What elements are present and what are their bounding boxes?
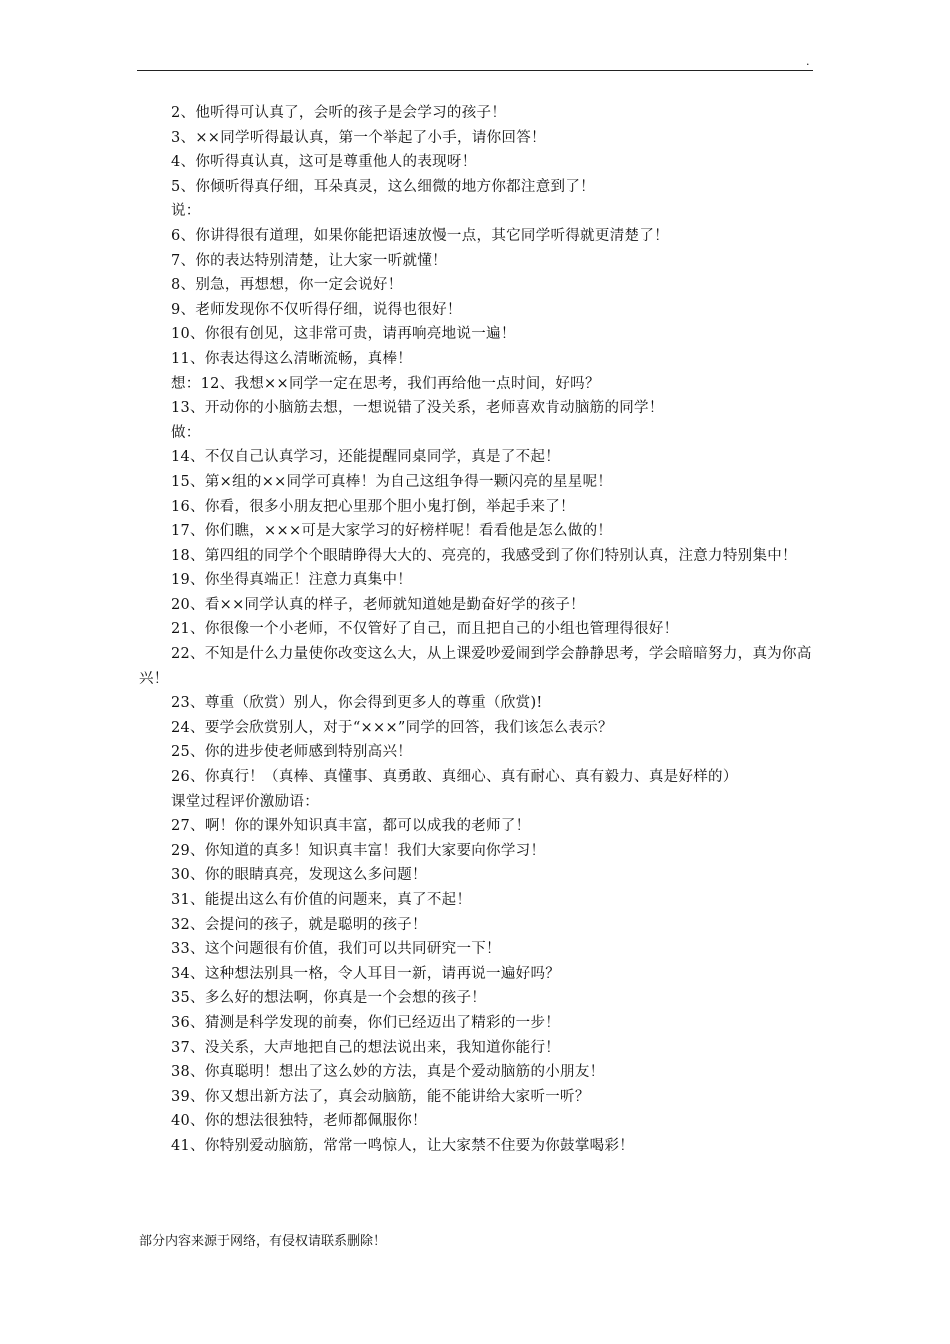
paragraph: 23、尊重（欣赏）别人，你会得到更多人的尊重（欣赏)! (171, 695, 543, 712)
paragraph: 课堂过程评价激励语： (171, 793, 319, 810)
paragraph: 做： (171, 424, 201, 441)
paragraph: 20、看××同学认真的样子，老师就知道她是勤奋好学的孩子！ (171, 596, 585, 613)
paragraph: 4、你听得真认真，这可是尊重他人的表现呀！ (171, 154, 477, 171)
paragraph: 27、啊！你的课外知识真丰富，都可以成我的老师了！ (171, 818, 531, 835)
paragraph: 3、××同学听得最认真，第一个举起了小手，请你回答！ (171, 129, 546, 146)
paragraph: 16、你看，很多小朋友把心里那个胆小鬼打倒，举起手来了！ (171, 498, 575, 515)
paragraph: 38、你真聪明！想出了这么妙的方法，真是个爱动脑筋的小朋友！ (171, 1064, 605, 1081)
header-mark: . (806, 55, 810, 68)
paragraph: 25、你的进步使老师感到特别高兴！ (171, 744, 413, 761)
document-body (139, 101, 815, 1159)
paragraph: 6、你讲得很有道理，如果你能把语速放慢一点，其它同学听得就更清楚了！ (171, 227, 669, 244)
paragraph: 34、这种想法别具一格，令人耳目一新，请再说一遍好吗？ (171, 965, 561, 982)
paragraph: 35、多么好的想法啊，你真是一个会想的孩子！ (171, 990, 487, 1007)
footer-note: 部分内容来源于网络，有侵权请联系删除！ (139, 1234, 387, 1249)
paragraph: 想：12、我想××同学一定在思考，我们再给他一点时间，好吗？ (171, 375, 600, 392)
paragraph: 11、你表达得这么清晰流畅，真棒！ (171, 350, 413, 367)
paragraph: 36、猜测是科学发现的前奏，你们已经迈出了精彩的一步！ (171, 1014, 561, 1031)
paragraph: 2、他听得可认真了，会听的孩子是会学习的孩子！ (171, 105, 507, 121)
paragraph: 32、会提问的孩子，就是聪明的孩子！ (171, 916, 427, 933)
paragraph: 40、你的想法很独特，老师都佩服你！ (171, 1113, 427, 1130)
paragraph: 39、你又想出新方法了，真会动脑筋，能不能讲给大家听一听？ (171, 1088, 590, 1105)
paragraph: 37、没关系，大声地把自己的想法说出来，我知道你能行！ (171, 1039, 561, 1056)
paragraph: 14、不仅自己认真学习，还能提醒同桌同学，真是了不起！ (171, 449, 561, 466)
paragraph: 9、老师发现你不仅听得仔细，说得也很好！ (171, 301, 462, 318)
paragraph: 10、你很有创见，这非常可贵，请再响亮地说一遍！ (171, 326, 516, 343)
paragraph: 21、你很像一个小老师，不仅管好了自己，而且把自己的小组也管理得很好！ (171, 621, 679, 638)
paragraph: 说： (171, 203, 201, 220)
header-rule (137, 70, 813, 71)
paragraph: 17、你们瞧，×××可是大家学习的好榜样呢！看看他是怎么做的！ (171, 523, 613, 540)
paragraph: 30、你的眼睛真亮，发现这么多问题！ (171, 867, 427, 884)
paragraph: 13、开动你的小脑筋去想，一想说错了没关系，老师喜欢肯动脑筋的同学！ (171, 400, 664, 417)
paragraph: 8、别急，再想想，你一定会说好！ (171, 277, 403, 294)
paragraph: 24、要学会欣赏别人，对于“×××”同学的回答，我们该怎么表示？ (171, 719, 613, 736)
paragraph: 7、你的表达特别清楚，让大家一听就懂！ (171, 252, 447, 269)
paragraph: 22、不知是什么力量使你改变这么大，从上课爱吵爱闹到学会静静思考，学会暗暗努力，真为你高兴！ (139, 646, 812, 687)
paragraph: 18、第四组的同学个个眼睛睁得大大的、亮亮的，我感受到了你们特别认真，注意力特别集中！ (171, 547, 797, 564)
paragraph: 15、第×组的××同学可真棒！为自己这组争得一颗闪亮的星星呢！ (171, 473, 613, 490)
paragraph: 5、你倾听得真仔细，耳朵真灵，这么细微的地方你都注意到了！ (171, 178, 595, 195)
paragraph: 26、你真行！（真棒、真懂事、真勇敢、真细心、真有耐心、真有毅力、真是好样的） (171, 769, 738, 786)
paragraph: 19、你坐得真端正！注意力真集中！ (171, 572, 413, 589)
paragraph: 31、能提出这么有价值的问题来，真了不起！ (171, 892, 472, 908)
paragraph: 29、你知道的真多！知识真丰富！我们大家要向你学习！ (171, 842, 546, 859)
paragraph: 33、这个问题很有价值，我们可以共同研究一下！ (171, 941, 501, 958)
paragraph: 41、你特别爱动脑筋，常常一鸣惊人，让大家禁不住要为你鼓掌喝彩！ (171, 1137, 635, 1154)
